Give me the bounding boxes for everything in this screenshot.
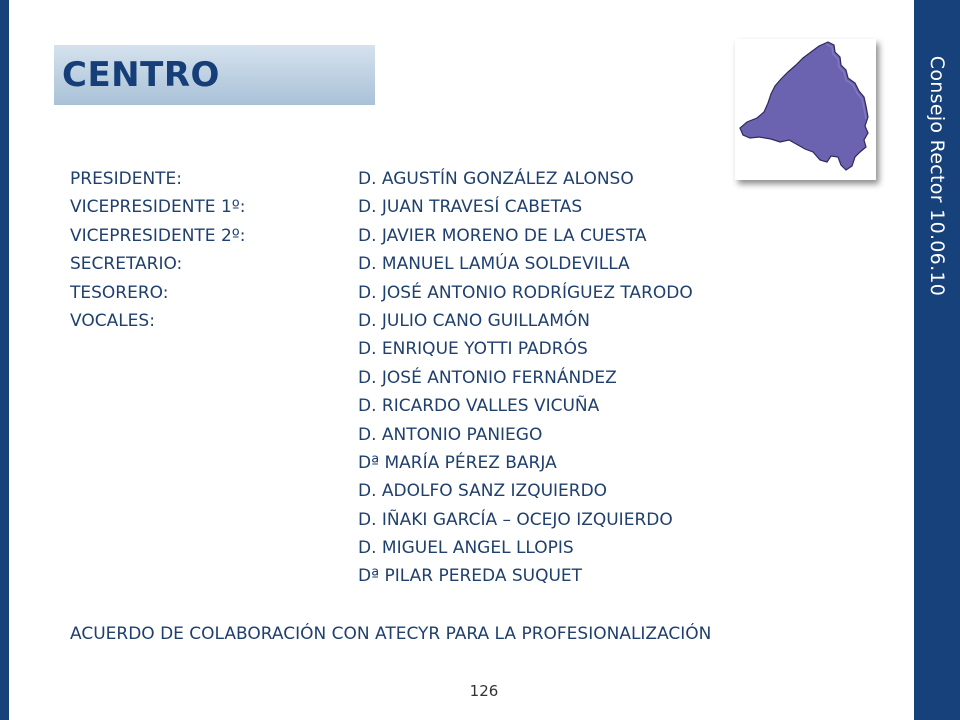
- member-role: VOCALES:: [70, 310, 155, 331]
- region-map-frame: [735, 39, 876, 180]
- member-name: D. ADOLFO SANZ IZQUIERDO: [358, 481, 608, 502]
- member-name: D. JUAN TRAVESÍ CABETAS: [358, 197, 583, 218]
- agreement-text: ACUERDO DE COLABORACIÓN CON ATECYR PARA LA PROFESIONALIZACIÓN: [70, 624, 712, 644]
- member-role: VICEPRESIDENTE 1º:: [70, 197, 246, 218]
- member-name: D. MANUEL LAMÚA SOLDEVILLA: [358, 254, 630, 275]
- member-name: D. JOSÉ ANTONIO FERNÁNDEZ: [358, 367, 617, 388]
- page-title: CENTRO: [62, 55, 220, 95]
- member-name: D. ANTONIO PANIEGO: [358, 424, 543, 445]
- left-accent-strip: [0, 0, 9, 720]
- member-role: TESORERO:: [70, 282, 169, 303]
- member-name: D. IÑAKI GARCÍA – OCEJO IZQUIERDO: [358, 509, 673, 530]
- member-role: VICEPRESIDENTE 2º:: [70, 225, 246, 246]
- member-name: Dª PILAR PEREDA SUQUET: [358, 566, 583, 587]
- title-box: [54, 45, 375, 105]
- member-name: D. JOSÉ ANTONIO RODRÍGUEZ TARODO: [358, 282, 693, 303]
- member-name: D. RICARDO VALLES VICUÑA: [358, 396, 600, 417]
- side-label: Consejo Rector 10.06.10: [926, 55, 948, 297]
- page-number: 126: [469, 682, 499, 700]
- member-name: D. AGUSTÍN GONZÁLEZ ALONSO: [358, 169, 634, 189]
- member-name: D. MIGUEL ANGEL LLOPIS: [358, 538, 574, 559]
- madrid-region-map-icon: [735, 39, 876, 180]
- member-role: SECRETARIO:: [70, 254, 183, 275]
- member-name: Dª MARÍA PÉREZ BARJA: [358, 452, 557, 473]
- member-name: D. ENRIQUE YOTTI PADRÓS: [358, 339, 588, 360]
- member-role: PRESIDENTE:: [70, 169, 183, 189]
- member-name: D. JAVIER MORENO DE LA CUESTA: [358, 225, 647, 246]
- member-name: D. JULIO CANO GUILLAMÓN: [358, 310, 590, 331]
